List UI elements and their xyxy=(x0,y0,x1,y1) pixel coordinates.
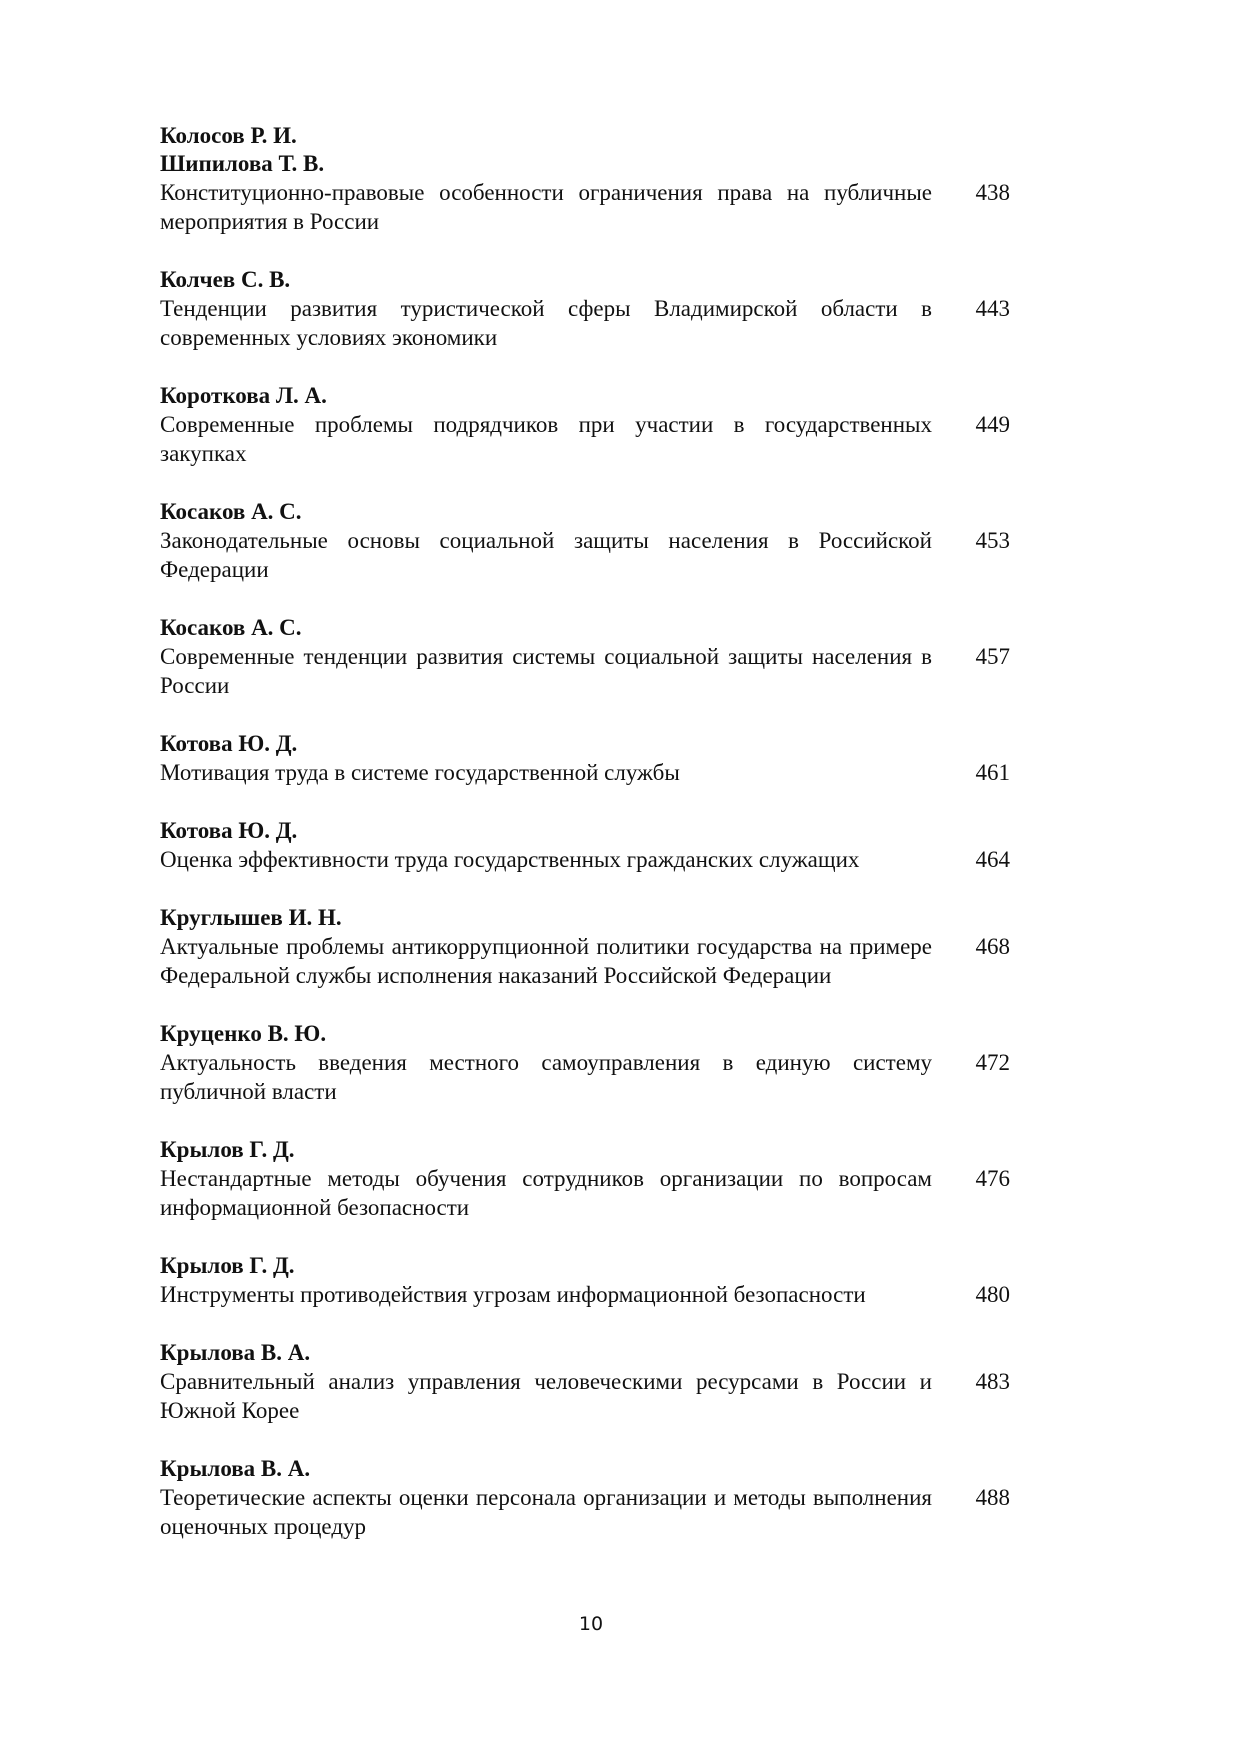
entry-title: Оценка эффективности труда государственных гражданских служащих xyxy=(160,847,860,872)
entry-title: Современные проблемы подрядчиков при участии в государственных закупках xyxy=(160,412,932,466)
toc-entry xyxy=(160,1455,1010,1541)
entry-author: Косаков А. С. xyxy=(160,499,302,524)
toc-entry xyxy=(160,382,1010,468)
toc-entry xyxy=(160,614,1010,700)
toc-entry xyxy=(160,498,1010,584)
entry-row xyxy=(160,642,1010,700)
entry-author: Косаков А. С. xyxy=(160,615,302,640)
toc-entry xyxy=(160,266,1010,352)
entry-page-number: 457 xyxy=(975,644,1010,669)
entry-title: Законодательные основы социальной защиты населения в Российской Федерации xyxy=(160,528,932,582)
entry-row xyxy=(160,758,1010,787)
entry-title: Нестандартные методы обучения сотрудников организации по вопросам информационной безопасности xyxy=(160,1166,932,1220)
entry-page-number: 464 xyxy=(975,847,1010,872)
entry-row xyxy=(160,1483,1010,1541)
entry-author: Колосов Р. И. xyxy=(160,123,297,148)
entry-page-number: 476 xyxy=(975,1166,1010,1191)
entry-page-number: 488 xyxy=(975,1485,1010,1510)
entry-row xyxy=(160,410,1010,468)
entry-page-number: 472 xyxy=(975,1050,1010,1075)
entry-row xyxy=(160,526,1010,584)
entry-row xyxy=(160,932,1010,990)
entry-title: Мотивация труда в системе государственной службы xyxy=(160,760,680,785)
entry-row xyxy=(160,178,1010,236)
entry-page-number: 483 xyxy=(975,1369,1010,1394)
entry-author: Короткова Л. А. xyxy=(160,383,327,408)
entry-row xyxy=(160,845,1010,874)
entry-page-number: 453 xyxy=(975,528,1010,553)
entry-page-number: 480 xyxy=(975,1282,1010,1307)
entry-title: Теоретические аспекты оценки персонала организации и методы выполнения оценочных процедур xyxy=(160,1485,932,1539)
entry-title: Сравнительный анализ управления человеческими ресурсами в России и Южной Корее xyxy=(160,1369,932,1423)
entry-row xyxy=(160,1164,1010,1222)
entry-page-number: 468 xyxy=(975,934,1010,959)
toc-entry xyxy=(160,904,1010,990)
entry-title: Современные тенденции развития системы социальной защиты населения в России xyxy=(160,644,932,698)
page-number: 10 xyxy=(578,1613,604,1635)
toc-entry xyxy=(160,1252,1010,1309)
entry-title: Инструменты противодействия угрозам информационной безопасности xyxy=(160,1282,866,1307)
entry-page-number: 443 xyxy=(975,296,1010,321)
entry-author: Круглышев И. Н. xyxy=(160,905,342,930)
entry-title: Тенденции развития туристической сферы Владимирской области в современных условиях экономики xyxy=(160,296,932,350)
table-of-contents xyxy=(160,122,1010,1571)
entry-title: Конституционно-правовые особенности ограничения права на публичные мероприятия в России xyxy=(160,180,932,234)
toc-entry xyxy=(160,1136,1010,1222)
entry-author: Крылов Г. Д. xyxy=(160,1137,295,1162)
entry-row xyxy=(160,1280,1010,1309)
toc-entry xyxy=(160,122,1010,236)
entry-title: Актуальные проблемы антикоррупционной политики государства на примере Федеральной службы исполнения наказаний Российской Федерации xyxy=(160,934,932,988)
toc-entry xyxy=(160,730,1010,787)
entry-author: Колчев С. В. xyxy=(160,267,291,292)
toc-entry xyxy=(160,1339,1010,1425)
entry-author: Котова Ю. Д. xyxy=(160,731,298,756)
toc-entry xyxy=(160,1020,1010,1106)
entry-author: Крылова В. А. xyxy=(160,1456,311,1481)
entry-row xyxy=(160,1048,1010,1106)
entry-row xyxy=(160,1367,1010,1425)
entry-row xyxy=(160,294,1010,352)
entry-author: Котова Ю. Д. xyxy=(160,818,298,843)
entry-author: Крылова В. А. xyxy=(160,1340,311,1365)
entry-author: Шипилова Т. В. xyxy=(160,151,325,176)
entry-author: Крылов Г. Д. xyxy=(160,1253,295,1278)
entry-page-number: 461 xyxy=(975,760,1010,785)
entry-author: Круценко В. Ю. xyxy=(160,1021,327,1046)
toc-entry xyxy=(160,817,1010,874)
entry-page-number: 438 xyxy=(975,180,1010,205)
entry-title: Актуальность введения местного самоуправления в единую систему публичной власти xyxy=(160,1050,932,1104)
entry-page-number: 449 xyxy=(975,412,1010,437)
